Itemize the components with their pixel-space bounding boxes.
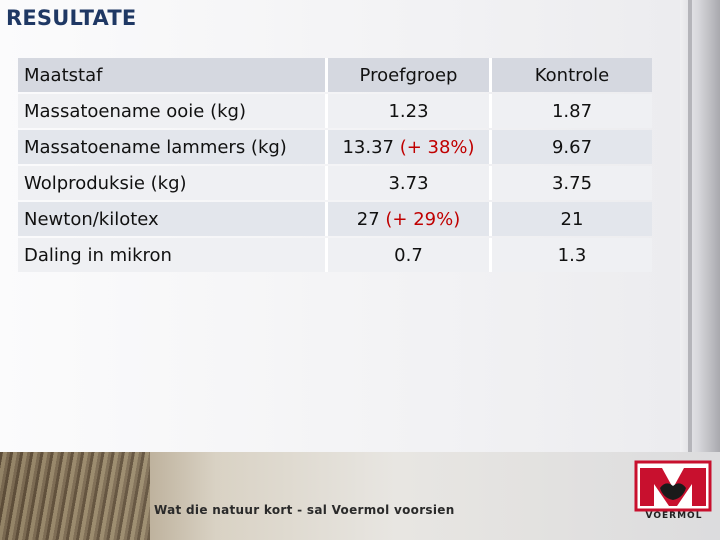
slide-title: RESULTATE [6,6,137,30]
table-row [18,238,652,272]
control-cell: 1.87 [489,94,652,128]
control-cell: 3.75 [489,166,652,200]
table-header-row [18,58,652,92]
right-frame-decoration [680,0,720,470]
group-value: 3.73 [388,172,429,194]
group-delta: (+ 38%) [399,136,475,158]
control-cell: 21 [489,202,652,236]
table-row [18,166,652,200]
header-control: Kontrole [489,58,652,92]
group-value: 27 [356,208,380,230]
group-cell [325,166,489,200]
header-measure: Maatstaf [18,58,325,92]
results-table [18,56,652,274]
row-label: Newton/kilotex [18,202,325,236]
group-value: 0.7 [394,244,423,266]
table-row [18,130,652,164]
table-row [18,94,652,128]
grass-image [0,452,150,540]
footer-banner [0,452,720,540]
control-cell: 9.67 [489,130,652,164]
control-cell: 1.3 [489,238,652,272]
row-label: Wolproduksie (kg) [18,166,325,200]
row-label: Massatoename ooie (kg) [18,94,325,128]
group-value: 1.23 [388,100,429,122]
group-cell [325,130,489,164]
row-label: Daling in mikron [18,238,325,272]
header-group: Proefgroep [325,58,489,92]
group-cell [325,238,489,272]
group-delta: (+ 29%) [385,208,461,230]
group-cell [325,94,489,128]
footer-slogan: Wat die natuur kort - sal Voermol voorsien [154,503,455,517]
row-label: Massatoename lammers (kg) [18,130,325,164]
table-row [18,202,652,236]
group-value: 13.37 [342,136,394,158]
logo-text: VOERMOL [645,511,703,521]
group-cell [325,202,489,236]
